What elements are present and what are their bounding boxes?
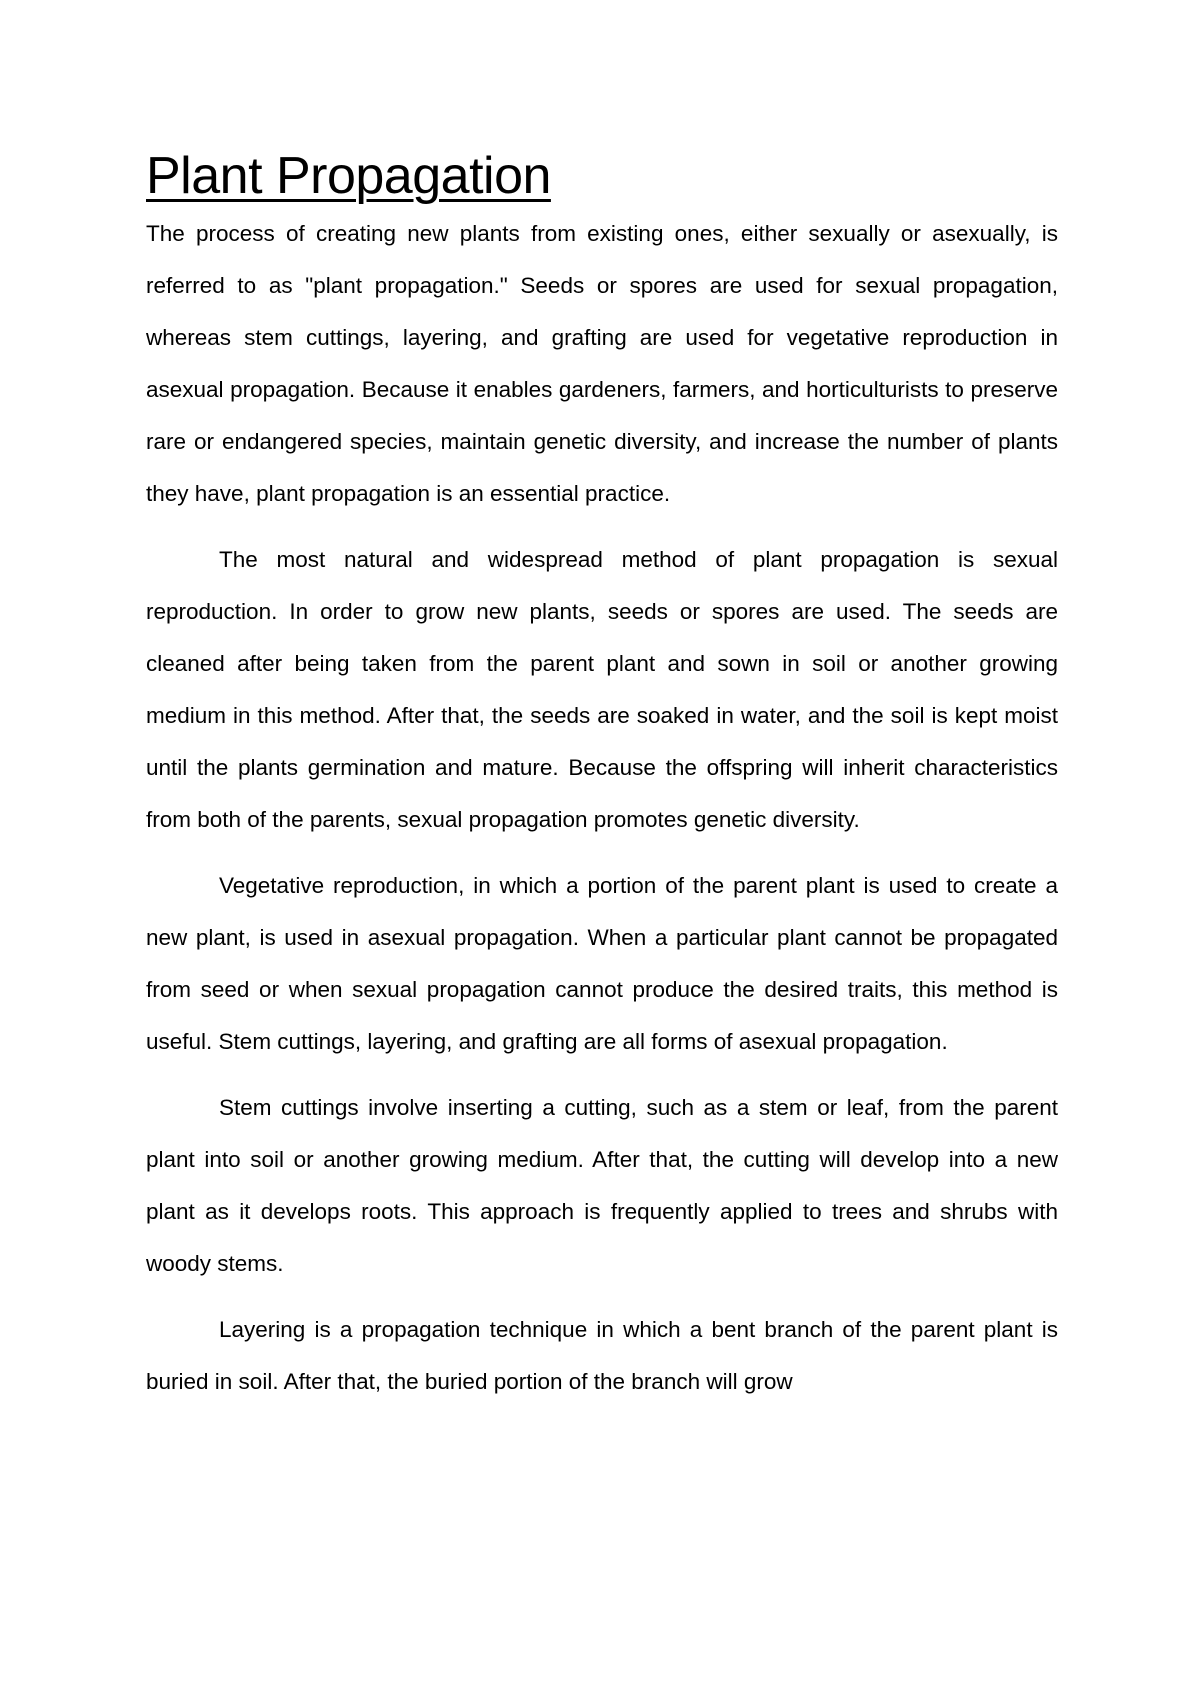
document-body [146,142,1058,1422]
paragraph-layering: Layering is a propagation technique in which a bent branch of the parent plant is buried in soil. After that, the buried portion of the branch will grow [146,1317,1058,1394]
paragraph-sexual-reproduction: The most natural and widespread method of plant propagation is sexual reproduction. In order to grow new plants, seeds or spores are used. The seeds are cleaned after being taken from the parent plant and sown in soil or another growing medium in this method. After that, the seeds are soaked in water, and the soil is kept moist until the plants germination and mature. Because the offspring will inherit characteristics from both of the parents, sexual propagation promotes genetic diversity. [146,547,1058,832]
paragraph-stem-cuttings: Stem cuttings involve inserting a cutting, such as a stem or leaf, from the parent plant into soil or another growing medium. After that, the cutting will develop into a new plant as it develops roots. This approach is frequently applied to trees and shrubs with woody stems. [146,1095,1058,1276]
document-title: Plant Propagation [146,147,551,205]
paragraph-introduction: The process of creating new plants from existing ones, either sexually or asexually, is referred to as "plant propagation." Seeds or spores are used for sexual propagation, whereas stem cuttings, layering, and grafting are used for vegetative reproduction in asexual propagation. Because it enables gardeners, farmers, and horticulturists to preserve rare or endangered species, maintain genetic diversity, and increase the number of plants they have, plant propagation is an essential practice. [146,221,1058,506]
paragraph-asexual-propagation: Vegetative reproduction, in which a portion of the parent plant is used to create a new plant, is used in asexual propagation. When a particular plant cannot be propagated from seed or when sexual propagation cannot produce the desired traits, this method is useful. Stem cuttings, layering, and grafting are all forms of asexual propagation. [146,873,1058,1054]
